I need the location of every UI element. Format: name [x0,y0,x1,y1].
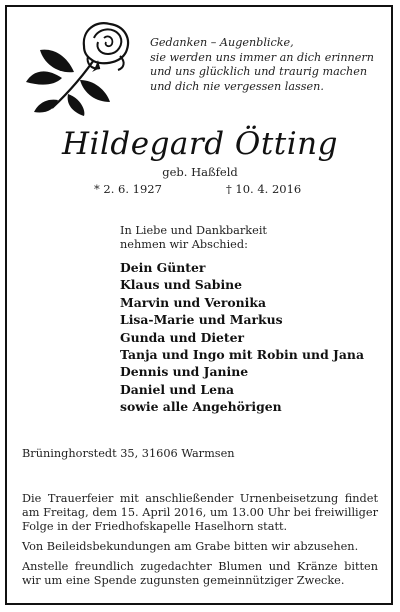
mourner: Dein Günter [120,260,206,275]
birth-name: geb. Haßfeld [162,165,238,179]
poem-line: und uns glücklich und traurig machen [150,65,368,78]
intro-line: In Liebe und Dankbarkeit [120,224,267,237]
mourner: Tanja und Ingo mit Robin und Jana [120,347,364,363]
ceremony-line: Die Trauerfeier mit anschließender Urnenbeisetzung findet [22,492,378,505]
mourner: Gunda und Dieter [120,329,245,345]
deceased-name: Hildegard Ötting [62,126,338,162]
farewell-intro [120,224,267,252]
mourner: Daniel und Lena [120,381,235,397]
donation-notice [22,560,378,588]
mourner: Dennis und Janine [120,364,249,380]
death-date: † 10. 4. 2016 [226,182,302,196]
mourner: Klaus und Sabine [120,277,243,293]
poem-line: Gedanken – Augenblicke, [150,36,294,49]
ceremony-notice [22,492,378,534]
condolence-notice [22,540,378,554]
mourner: sowie alle Angehörigen [120,399,282,415]
condolence-line: Von Beileidsbekundungen am Grabe bitten wir abzusehen. [22,540,359,553]
ceremony-line: Folge in der Friedhofskapelle Haselhorn statt. [22,520,288,533]
mourner: Lisa-Marie und Markus [120,312,283,328]
poem-line: sie werden uns immer an dich erinnern [150,50,374,64]
birth-date: * 2. 6. 1927 [94,182,162,196]
memorial-poem [150,36,390,94]
family-address: Brüninghorstedt 35, 31606 Warmsen [22,447,235,460]
poem-line: und dich nie vergessen lassen. [150,79,324,93]
mourner: Marvin und Veronika [120,294,266,310]
ceremony-line: am Freitag, dem 15. April 2016, um 13.00 Uhr bei freiwilliger [22,506,378,519]
donation-line: Anstelle freundlich zugedachter Blumen und Kränze bitten [22,560,378,573]
intro-line: nehmen wir Abschied: [120,238,248,251]
rose-icon [22,16,140,118]
mourners-list [120,259,364,416]
donation-line: wir um eine Spende zugunsten gemeinnütziger Zwecke. [22,574,345,587]
